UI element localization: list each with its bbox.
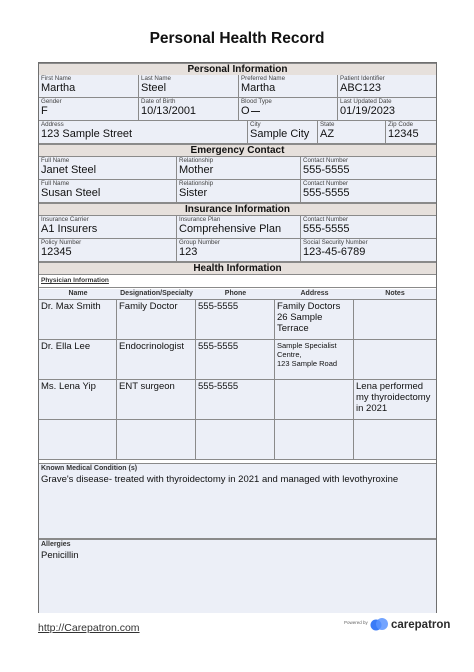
column-header-phone: Phone [196, 289, 275, 299]
physician-phone-cell[interactable] [196, 420, 275, 460]
blood-type-value: O [241, 105, 250, 117]
zip-field[interactable] [386, 121, 436, 144]
insurance-carrier-label: Insurance Carrier [41, 216, 89, 223]
physician-phone-cell[interactable]: 555-5555 [196, 340, 275, 380]
preferred-name-value: Martha [241, 82, 276, 94]
insurance-contact-value: 555-5555 [303, 223, 350, 235]
physician-address-cell[interactable]: Family Doctors 26 Sample Terrace [275, 300, 354, 340]
physician-name-cell[interactable]: Dr. Max Smith [39, 300, 117, 340]
known-conditions-box[interactable] [39, 463, 436, 539]
emergency-name-value: Janet Steel [41, 164, 97, 176]
column-header-name: Name [39, 289, 117, 299]
blood-type-value-wrap [241, 105, 260, 117]
emergency-number-value: 555-5555 [303, 164, 350, 176]
emergency-relationship-label: Relationship [179, 157, 214, 164]
physician-information-heading: Physician Information [41, 277, 109, 284]
last-name-field[interactable] [139, 75, 239, 98]
dob-label: Date of Birth [141, 98, 176, 105]
address-field[interactable] [39, 121, 248, 144]
emergency-1-relationship-field[interactable] [177, 157, 301, 180]
patient-id-value: ABC123 [340, 82, 381, 94]
known-conditions-text: Grave's disease- treated with thyroidectomy in 2021 and managed with levothyroxine [41, 474, 399, 485]
dob-value: 10/13/2001 [141, 105, 197, 117]
physician-name-cell[interactable]: Dr. Ella Lee [39, 340, 117, 380]
known-conditions-label: Known Medical Condition (s) [41, 465, 138, 472]
emergency-relationship-value: Mother [179, 164, 214, 176]
physician-address-cell[interactable] [275, 380, 354, 420]
first-name-label: First Name [41, 75, 72, 82]
blood-type-field[interactable] [239, 98, 338, 121]
physician-specialty-cell[interactable]: Family Doctor [117, 300, 196, 340]
insurance-plan-field[interactable] [177, 216, 301, 239]
state-value: AZ [320, 128, 335, 140]
zip-value: 12345 [388, 128, 419, 140]
gender-value: F [41, 105, 48, 117]
address-label: Address [41, 121, 64, 128]
state-field[interactable] [318, 121, 386, 144]
page-title: Personal Health Record [149, 30, 325, 47]
negative-sign [251, 111, 260, 112]
patient-id-field[interactable] [338, 75, 436, 98]
physician-name-cell[interactable] [39, 420, 117, 460]
allergies-box[interactable] [39, 539, 436, 613]
physician-address-cell[interactable]: Sample Specialist Centre, 123 Sample Road [275, 340, 354, 380]
first-name-field[interactable] [39, 75, 139, 98]
policy-number-field[interactable] [39, 239, 177, 262]
physician-specialty-cell[interactable] [117, 420, 196, 460]
physician-specialty-cell[interactable]: Endocrinologist [117, 340, 196, 380]
physician-phone-cell[interactable]: 555-5555 [196, 380, 275, 420]
last-name-label: Last Name [141, 75, 171, 82]
carepatron-link[interactable]: http://Carepatron.com [38, 622, 140, 634]
allergies-text: Penicillin [41, 550, 79, 561]
state-label: State [320, 121, 335, 128]
insurance-contact-field[interactable] [301, 216, 436, 239]
physician-notes-cell[interactable] [354, 300, 436, 340]
section-personal-information: Personal Information [39, 63, 436, 76]
group-number-field[interactable] [177, 239, 301, 262]
preferred-name-label: Preferred Name [241, 75, 286, 82]
section-emergency-contact: Emergency Contact [39, 144, 436, 157]
health-record-form [38, 62, 437, 613]
insurance-carrier-field[interactable] [39, 216, 177, 239]
carepatron-logo-icon [370, 617, 389, 632]
blood-type-label: Blood Type [241, 98, 272, 105]
allergies-label: Allergies [41, 541, 71, 548]
emergency-number-label: Contact Number [303, 157, 349, 164]
divider [39, 287, 436, 288]
patient-id-label: Patient Identifier [340, 75, 385, 82]
last-updated-value: 01/19/2023 [340, 105, 396, 117]
emergency-1-name-field[interactable] [39, 157, 177, 180]
ssn-value: 123-45-6789 [303, 246, 366, 258]
ssn-label: Social Security Number [303, 239, 368, 246]
emergency-2-relationship-field[interactable] [177, 180, 301, 203]
insurance-carrier-value: A1 Insurers [41, 223, 98, 235]
emergency-1-number-field[interactable] [301, 157, 436, 180]
last-updated-field[interactable] [338, 98, 436, 121]
carepatron-brand: carepatron [391, 619, 451, 631]
physician-notes-cell[interactable] [354, 340, 436, 380]
last-updated-label: Last Updated Date [340, 98, 392, 105]
physician-name-cell[interactable]: Ms. Lena Yip [39, 380, 117, 420]
physician-specialty-cell[interactable]: ENT surgeon [117, 380, 196, 420]
powered-by-label: Powered by [344, 620, 368, 625]
gender-field[interactable] [39, 98, 139, 121]
first-name-value: Martha [41, 82, 76, 94]
section-insurance-information: Insurance Information [39, 203, 436, 216]
city-label: City [250, 121, 261, 128]
policy-number-value: 12345 [41, 246, 72, 258]
preferred-name-field[interactable] [239, 75, 338, 98]
physician-notes-cell[interactable] [354, 420, 436, 460]
policy-number-label: Policy Number [41, 239, 82, 246]
dob-field[interactable] [139, 98, 239, 121]
ssn-field[interactable] [301, 239, 436, 262]
emergency-name-value: Susan Steel [41, 187, 101, 199]
insurance-plan-label: Insurance Plan [179, 216, 221, 223]
emergency-name-label: Full Name [41, 180, 70, 187]
emergency-2-number-field[interactable] [301, 180, 436, 203]
column-header-address: Address [275, 289, 354, 299]
city-field[interactable] [248, 121, 318, 144]
address-value: 123 Sample Street [41, 128, 133, 140]
group-number-value: 123 [179, 246, 198, 258]
emergency-name-label: Full Name [41, 157, 70, 164]
column-header-specialty: Designation/Specialty [117, 289, 196, 299]
physician-notes-cell[interactable]: Lena performed my thyroidectomy in 2021 [354, 380, 436, 420]
column-header-notes: Notes [354, 289, 436, 299]
emergency-relationship-value: Sister [179, 187, 208, 199]
zip-label: Zip Code [388, 121, 414, 128]
insurance-contact-label: Contact Number [303, 216, 349, 223]
group-number-label: Group Number [179, 239, 220, 246]
last-name-value: Steel [141, 82, 167, 94]
emergency-relationship-label: Relationship [179, 180, 214, 187]
physician-address-cell[interactable] [275, 420, 354, 460]
city-value: Sample City [250, 128, 310, 140]
section-health-information: Health Information [39, 262, 436, 275]
emergency-number-value: 555-5555 [303, 187, 350, 199]
emergency-number-label: Contact Number [303, 180, 349, 187]
insurance-plan-value: Comprehensive Plan [179, 223, 282, 235]
physician-phone-cell[interactable]: 555-5555 [196, 300, 275, 340]
emergency-2-name-field[interactable] [39, 180, 177, 203]
gender-label: Gender [41, 98, 62, 105]
